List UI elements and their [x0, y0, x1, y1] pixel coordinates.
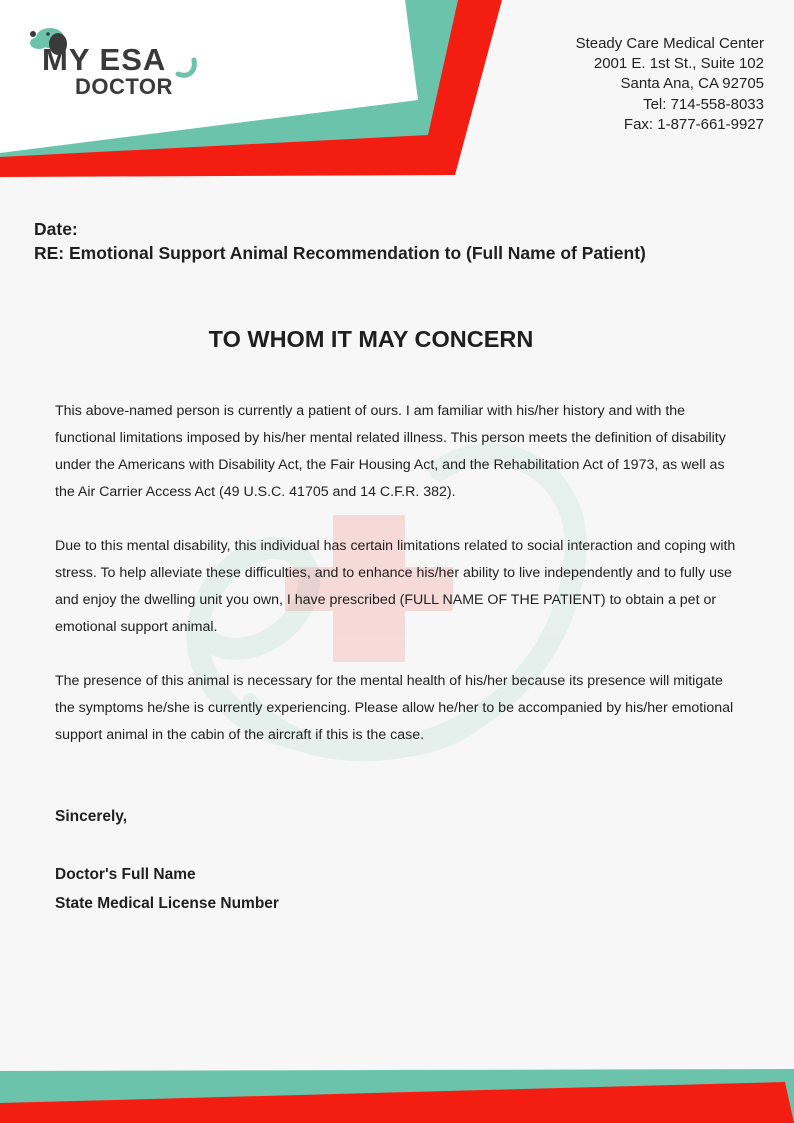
- clinic-name: Steady Care Medical Center: [575, 35, 764, 52]
- logo-text-doctor: DOCTOR: [75, 74, 173, 99]
- letter-title: TO WHOM IT MAY CONCERN: [208, 326, 534, 352]
- date-label: Date:: [34, 219, 78, 239]
- re-line: RE: Emotional Support Animal Recommendation to (Full Name of Patient): [34, 243, 646, 263]
- clinic-address-block: [576, 34, 764, 135]
- clinic-phone: Tel: 714-558-8033: [643, 95, 764, 113]
- body-paragraph-1: This above-named person is currently a patient of ours. I am familiar with his/her history and with the functional limitations imposed by his/her mental related illness. This person meets the definition of disability under the Americans with Disability Act, the Fair Housing Act, and the Rehabilitation Act of 1973, as well as the Air Carrier Access Act (49 U.S.C. 41705 and 14 C.F.R. 382).: [55, 403, 726, 500]
- clinic-city: Santa Ana, CA 92705: [620, 75, 764, 93]
- closing-salutation: Sincerely,: [55, 808, 128, 825]
- body-paragraph-2: Due to this mental disability, this individual has certain limitations related to social interaction and coping with stress. To help alleviate these difficulties, and to enhance his/her ability to live independently and to fully use and enjoy the dwelling unit you own, I have prescribed (FULL NAME OF THE PATIENT) to obtain a pet or emotional support animal.: [55, 538, 736, 635]
- clinic-street: 2001 E. 1st St., Suite 102: [593, 55, 764, 73]
- doctor-name: Doctor's Full Name: [55, 866, 196, 883]
- license-number: State Medical License Number: [55, 895, 279, 912]
- body-paragraph-3: The presence of this animal is necessary for the mental health of his/her because its presence will mitigate the symptoms he/she is currently experiencing. Please allow he/her to be accompanied by his/her emotional support animal in the cabin of the aircraft if this is the case.: [55, 673, 734, 743]
- logo-text-my-esa: MY ESA: [42, 42, 167, 77]
- clinic-fax: Fax: 1-877-661-9927: [623, 115, 764, 133]
